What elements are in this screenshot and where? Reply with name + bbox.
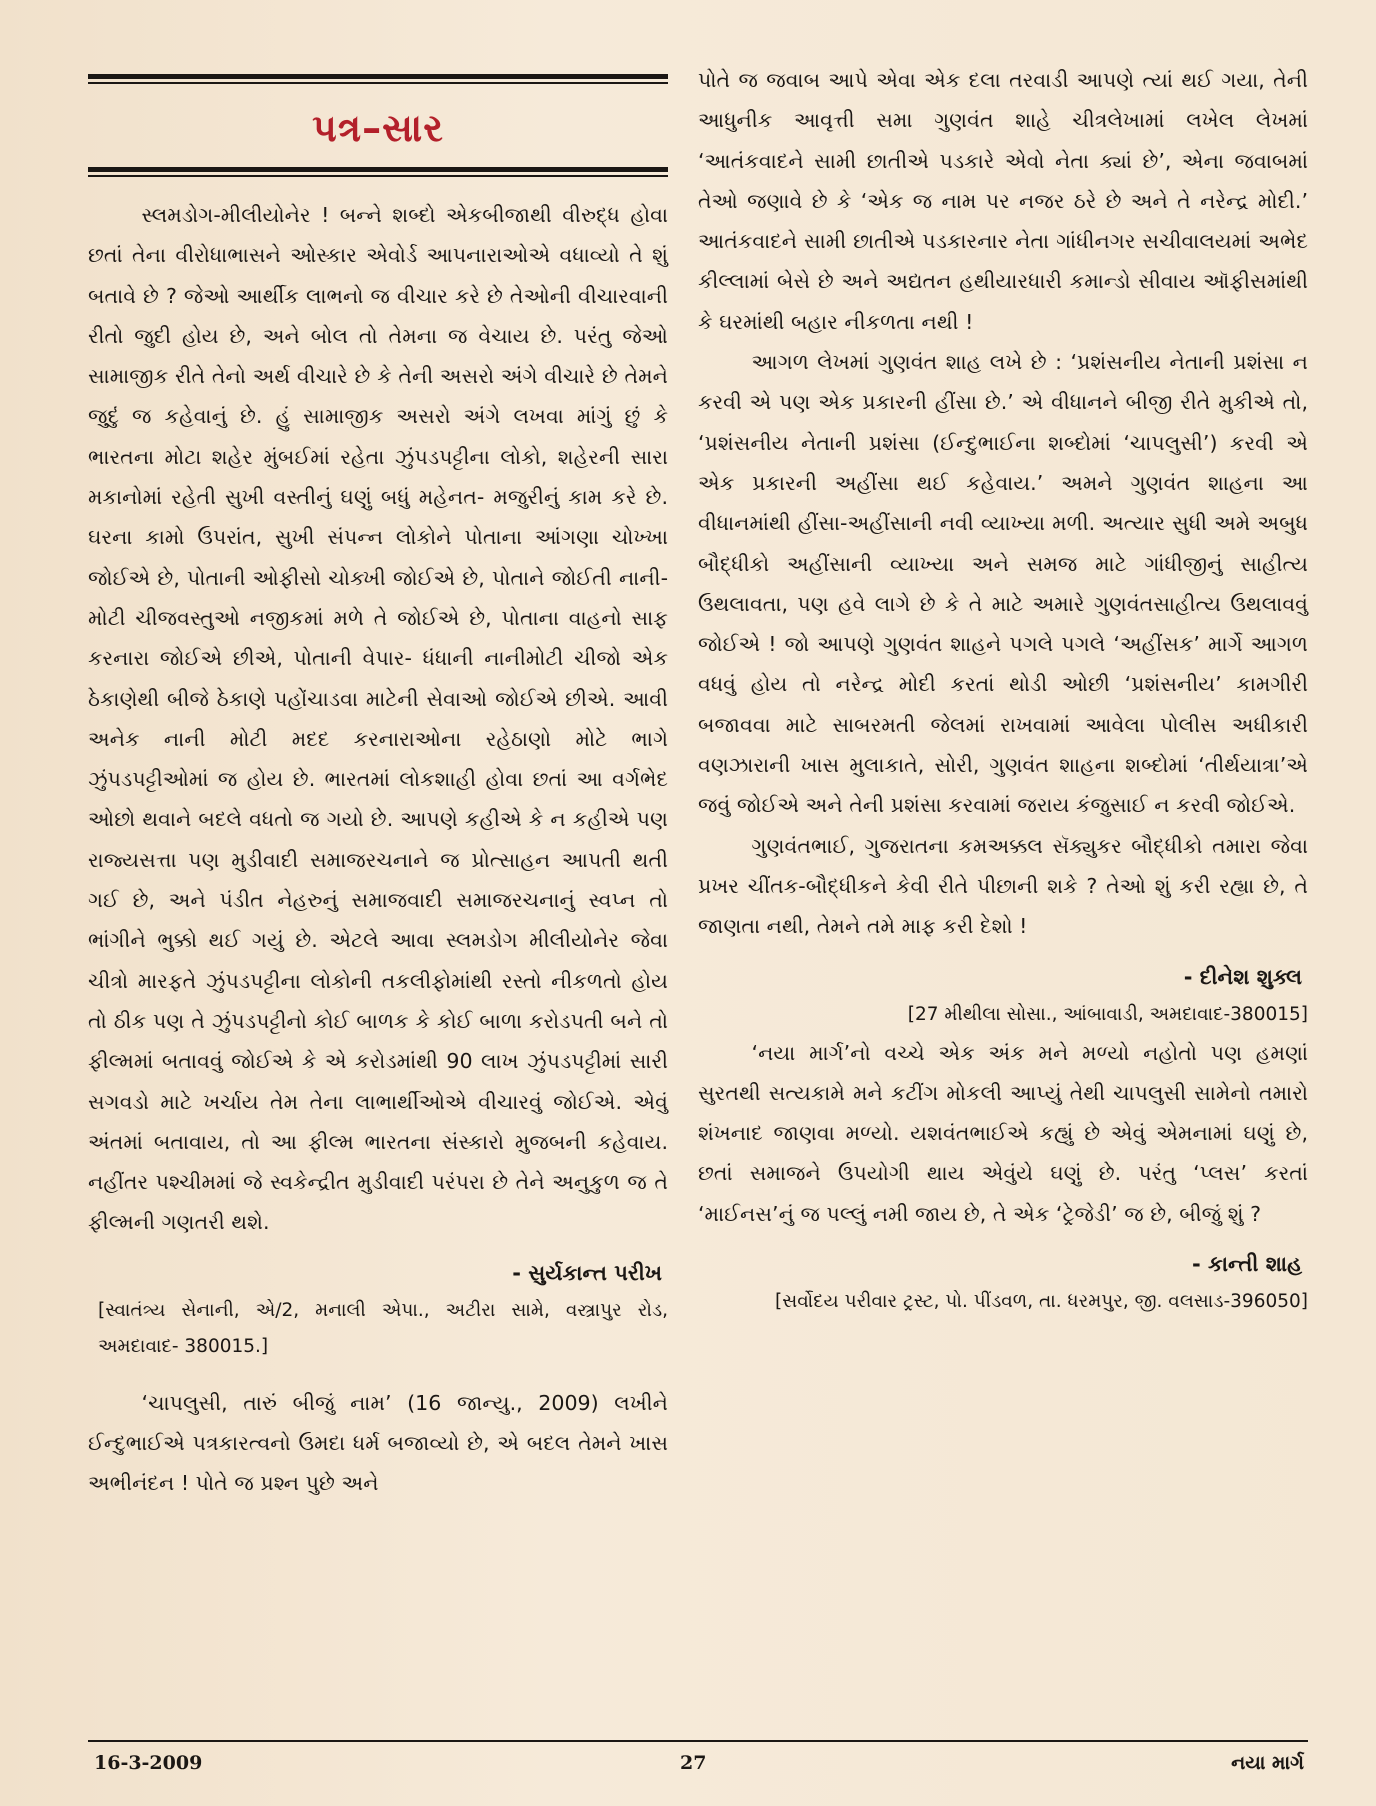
letter-2-paragraph-3: આગળ લેખમાં ગુણવંત શાહ લખે છે : ‘પ્રશંસનીય નેતાની પ્રશંસા ન કરવી એ પણ એક પ્રકારની હીંસા છે.’ એ વીધાનને બીજી રીતે મુકીએ તો, ‘પ્રશંસનીય નેતાની પ્રશંસા (ઈન્દુભાઈના શબ્દોમાં ‘ચાપલુસી’) કરવી એ એક પ્રકારની અહીંસા થઈ કહેવાય.’ અમને ગુણવંત શાહના આ વીધાનમાંથી હીંસા-અહીંસાની નવી વ્યાખ્યા મળી. અત્યાર સુધી અમે અબુધ બૌદ્ધીકો અહીંસાની વ્યાખ્યા અને સમજ માટે ગાંધીજીનું સાહીત્ય ઉથલાવતા, પણ હવે લાગે છે કે તે માટે અમારે ગુણવંતસાહીત્ય ઉથલાવવું જોઈએ ! જો આપણે ગુણવંત શાહને પગલે પગલે ‘અહીંસક’ માર્ગે આગળ વધવું હોય તો નરેન્દ્ર મોદી કરતાં થોડી ઓછી ‘પ્રશંસનીય’ કામગીરી બજાવવા માટે સાબરમતી જેલમાં રાખવામાં આવેલા પોલીસ અધીકારી વણઝારાની ખાસ મુલાકાતે, સોરી, ગુણવંત શાહના શબ્દોમાં ‘તીર્થયાત્રા’એ જવું જોઈએ અને તેની પ્રશંસા કરવામાં જરાય કંજુસાઈ ન કરવી જોઈએ. <box>698 350 1308 818</box>
letter-3-address: [સર્વોદય પરીવાર ટ્રસ્ટ, પો. પીંડવળ, તા. ધરમપુર, જી. વલસાડ-396050] <box>775 1291 1308 1313</box>
footer-rule <box>88 1740 1308 1742</box>
page-number: 27 <box>680 1752 707 1774</box>
page-footer <box>88 1752 1304 1782</box>
left-column <box>88 62 668 1504</box>
heading-bottom-rule <box>88 167 668 177</box>
letter-1-address: [સ્વાતંત્ર્ય સેનાની, એ/2, મનાલી એપા., અટીરા સામે, વસ્ત્રાપુર રોડ, અમદાવાદ- 380015.] <box>98 1299 668 1357</box>
letter-3-paragraph: ‘નયા માર્ગ’નો વચ્ચે એક અંક મને મળ્યો નહોતો પણ હમણાં સુરતથી સત્યકામે મને કટીંગ મોકલી આપ્યું તેથી ચાપલુસી સામેનો તમારો શંખનાદ જાણવા મળ્યો. યશવંતભાઈએ કહ્યું છે એવું એમનામાં ઘણું છે, છતાં સમાજને ઉપયોગી થાય એવુંયે ઘણું છે. પરંતુ ‘પ્લસ’ કરતાં ‘માઈનસ’નું જ પલ્લું નમી જાય છે, તે એક ‘ટ્રેજેડી’ જ છે, બીજું શું ? <box>698 1040 1308 1226</box>
letter-3-signature: - કાન્તી શાહ <box>1191 1252 1302 1277</box>
issue-date: 16-3-2009 <box>94 1752 203 1774</box>
magazine-name: નયા માર્ગ <box>1231 1752 1304 1774</box>
letter-2-address: [27 મીથીલા સોસા., આંબાવાડી, અમદાવાદ-380015] <box>907 1003 1308 1025</box>
letter-2-paragraph-1: ‘ચાપલુસી, તારું બીજું નામ’ (16 જાન્યુ., 2009) લખીને ઈન્દુભાઈએ પત્રકારત્વનો ઉમદા ધર્મ બજાવ્યો છે, એ બદલ તેમને ખાસ અભીનંદન ! પોતે જ પ્રશ્ન પુછે અને <box>88 1390 668 1496</box>
heading-top-rule <box>88 74 668 84</box>
letter-1-paragraph: સ્લમડોગ-મીલીયોનેર ! બન્ને શબ્દો એકબીજાથી વીરુદ્ધ હોવા છતાં તેના વીરોધાભાસને ઓસ્કાર એવોર્ડ આપનારાઓએ વધાવ્યો તે શું બતાવે છે ? જેઓ આર્થીક લાભનો જ વીચાર કરે છે તેઓની વીચારવાની રીતો જુદી હોય છે, અને બોલ તો તેમના જ વેચાય છે. પરંતુ જેઓ સામાજીક રીતે તેનો અર્થ વીચારે છે કે તેની અસરો અંગે વીચારે છે તેમને જુદું જ કહેવાનું છે. હું સામાજીક અસરો અંગે લખવા માંગું છું કે ભારતના મોટા શહેર મુંબઈમાં રહેતા ઝુંપડપટ્ટીના લોકો, શહેરની સારા મકાનોમાં રહેતી સુખી વસ્તીનું ઘણું બધું મહેનત- મજુરીનું કામ કરે છે. ઘરના કામો ઉપરાંત, સુખી સંપન્ન લોકોને પોતાના આંગણા ચોખ્ખા જોઈએ છે, પોતાની ઓફીસો ચોક્ખી જોઈએ છે, પોતાને જોઈતી નાની-મોટી ચીજવસ્તુઓ નજીકમાં મળે તે જોઈએ છે, પોતાના વાહનો સાફ કરનારા જોઈએ છીએ, પોતાની વેપાર- ધંધાની નાનીમોટી ચીજો એક ઠેકાણેથી બીજે ઠેકાણે પહોંચાડવા માટેની સેવાઓ જોઈએ છીએ. આવી અનેક નાની મોટી મદદ કરનારાઓના રહેઠાણો મોટે ભાગે ઝુંપડપટ્ટીઓમાં જ હોય છે. ભારતમાં લોકશાહી હોવા છતાં આ વર્ગભેદ ઓછો થવાને બદલે વધતો જ ગયો છે. આપણે કહીએ કે ન કહીએ પણ રાજ્યસત્તા પણ મુડીવાદી સમાજરચનાને જ પ્રોત્સાહન આપતી થતી ગઈ છે, અને પંડીત નેહરુનું સમાજવાદી સમાજરચનાનું સ્વપ્ન તો ભાંગીને ભુક્કો થઈ ગયું છે. એટલે આવા સ્લમડોગ મીલીયોનેર જેવા ચીત્રો મારફતે ઝુંપડપટ્ટીના લોકોની તકલીફોમાંથી રસ્તો નીકળતો હોય તો ઠીક પણ તે ઝુંપડપટ્ટીનો કોઈ બાળક કે કોઈ બાળા કરોડપતી બને તો ફીલ્મમાં બતાવવું જોઈએ કે એ કરોડમાંથી 90 લાખ ઝુંપડપટ્ટીમાં સારી સગવડો માટે ખર્ચાય તેમ તેના લાભાર્થીઓએ વીચારવું જોઈએ. એવું અંતમાં બતાવાય, તો આ ફીલ્મ ભારતના સંસ્કારો મુજબની કહેવાય. નહીંતર પશ્ચીમમાં જે સ્વકેન્દ્રીત મુડીવાદી પરંપરા છે તેને અનુકુળ જ તે ફીલ્મની ગણતરી થશે. <box>88 203 668 1235</box>
letter-2-paragraph-4: ગુણવંતભાઈ, ગુજરાતના કમઅક્કલ સૅક્યુકર બૌદ્ધીકો તમારા જેવા પ્રખર ચીંતક-બૌદ્ધીકને કેવી રીતે પીછાની શકે ? તેઓ શું કરી રહ્યા છે, તે જાણતા નથી, તેમને તમે માફ કરી દેશો ! <box>698 833 1308 939</box>
letter-2-paragraph-2: પોતે જ જવાબ આપે એવા એક દલા તરવાડી આપણે ત્યાં થઈ ગયા, તેની આધુનીક આવૃત્તી સમા ગુણવંત શાહે ચીત્રલેખામાં લખેલ લેખમાં ‘આતંકવાદને સામી છાતીએ પડકારે એવો નેતા ક્યાં છે’, એના જવાબમાં તેઓ જણાવે છે કે ‘એક જ નામ પર નજર ઠરે છે અને તે નરેન્દ્ર મોદી.’ આતંકવાદને સામી છાતીએ પડકારનાર નેતા ગાંધીનગર સચીવાલયમાં અભેદ કીલ્લામાં બેસે છે અને અદ્યતન હથીયારધારી કમાન્ડો સીવાય ઑફીસમાંથી કે ઘરમાંથી બહાર નીકળતા નથી ! <box>698 68 1308 334</box>
letter-2-signature: - દીનેશ શુક્લ <box>1183 964 1302 989</box>
letter-1-signature: - સુર્યકાન્ત પરીખ <box>512 1260 662 1285</box>
section-heading: પત્ર–સાર <box>312 106 444 150</box>
right-column <box>698 60 1308 1320</box>
